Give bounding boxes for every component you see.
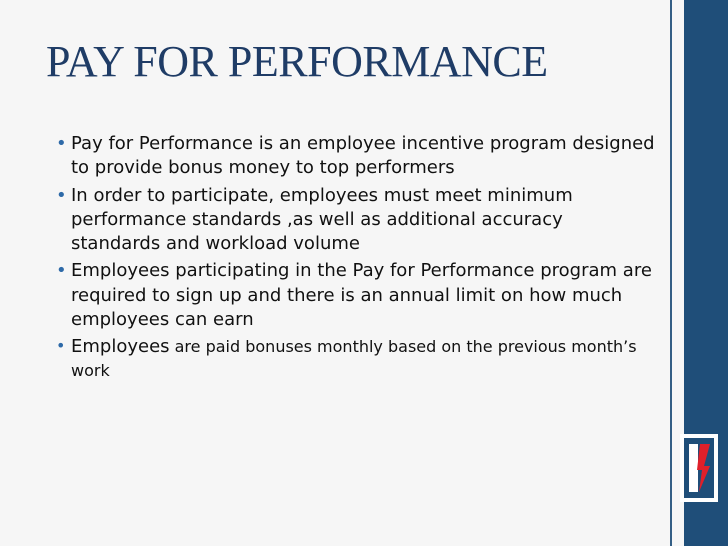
bullet-item-4-rest: are paid bonuses monthly based on the previous month’s work <box>71 337 637 380</box>
slide-title: PAY FOR PERFORMANCE <box>46 37 548 86</box>
bullet-item-4 <box>56 335 656 381</box>
logo-icon <box>680 434 718 502</box>
bullet-item-3: • Employees participating in the Pay for Performance program are required to sign up and there is an annual limit on how much employees can earn <box>56 259 656 332</box>
bullet-item-4-first-word: Employees <box>71 336 170 358</box>
decorative-line <box>670 0 672 546</box>
bullet-list <box>56 132 656 384</box>
bullet-item-1: • Pay for Performance is an employee incentive program designed to provide bonus money to top performers <box>56 132 656 181</box>
bullet-item-2: • In order to participate, employees must meet minimum performance standards ,as well as additional accuracy standards and workload volume <box>56 184 656 257</box>
